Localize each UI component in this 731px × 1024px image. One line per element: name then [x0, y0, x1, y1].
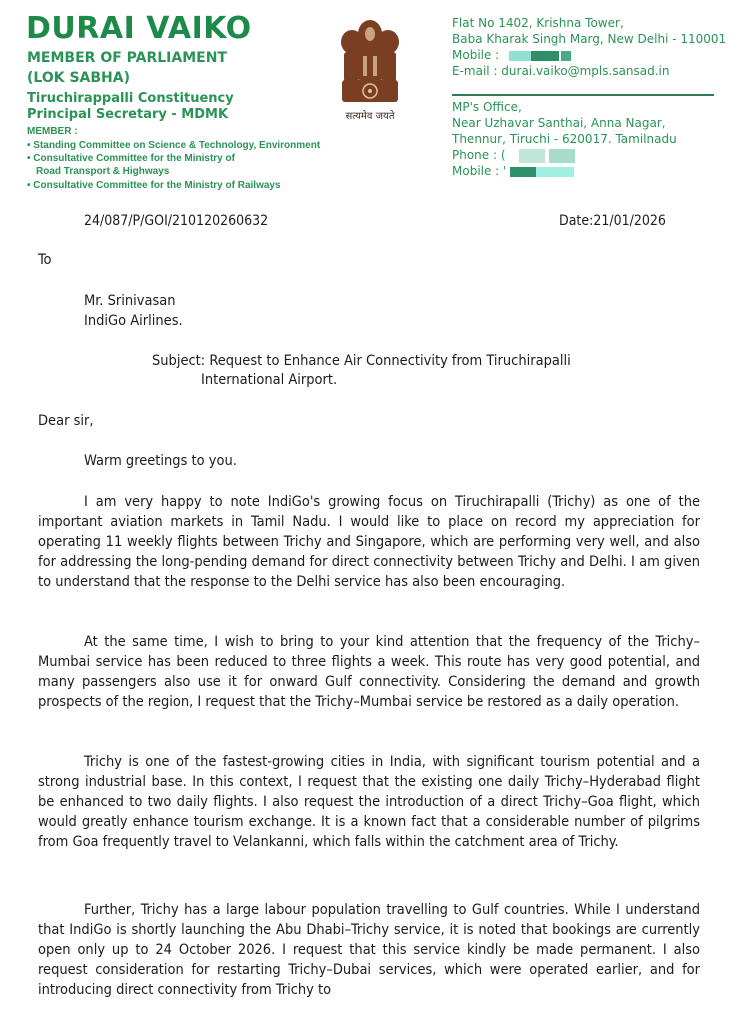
- body-paragraph-4: [38, 900, 700, 1000]
- redacted-number: [519, 149, 545, 163]
- reference-number: 24/087/P/GOI/210120260632: [84, 213, 269, 229]
- redacted-number: [509, 51, 531, 61]
- office-line1: MP's Office,: [452, 100, 522, 114]
- committee-item: • Consultative Committee for the Ministry of Railways: [27, 180, 281, 191]
- delhi-address-line1: Flat No 1402, Krishna Tower,: [452, 16, 624, 30]
- recipient-name: Mr. Srinivasan: [84, 293, 176, 309]
- office-line2: Near Uzhavar Santhai, Anna Nagar,: [452, 116, 666, 130]
- committee-item-cont: Road Transport & Highways: [36, 166, 170, 177]
- committee-item: • Consultative Committee for the Ministry of: [27, 153, 235, 164]
- delhi-email[interactable]: E-mail : durai.vaiko@mpls.sansad.in: [452, 64, 670, 78]
- subject-line-cont: International Airport.: [201, 372, 338, 388]
- office-phone: [452, 147, 575, 164]
- mp-title: MEMBER OF PARLIAMENT: [27, 50, 227, 66]
- redacted-number: [549, 149, 575, 163]
- redacted-number: [536, 167, 574, 177]
- header-divider: [452, 94, 714, 96]
- committee-item: • Standing Committee on Science & Technology, Environment: [27, 140, 321, 151]
- mp-name: DURAI VAIKO: [26, 11, 252, 46]
- office-line3: Thennur, Tiruchi - 620017. Tamilnadu: [452, 132, 677, 146]
- to-label: To: [38, 252, 52, 268]
- redacted-number: [531, 51, 559, 61]
- office-mobile: [452, 163, 574, 180]
- mp-house: (LOK SABHA): [27, 70, 130, 86]
- letter-date: Date:21/01/2026: [559, 213, 666, 229]
- constituency: Tiruchirappalli Constituency: [27, 91, 234, 106]
- paragraph-text: Trichy is one of the fastest-growing cities in India, with significant tourism potential and a strong industrial base. In this context, I request that the existing one daily Trichy–Hyderabad flight be enhanced to two daily flights. I also request the introduction of a direct Trichy–Goa flight, which would greatly enhance tourism exchange. It is a known fact that a considerable number of pilgrims from Goa frequently travel to Velankanni, which falls within the catchment area of Trichy.: [38, 754, 700, 850]
- paragraph-text: Further, Trichy has a large labour population travelling to Gulf countries. While I understand that IndiGo is shortly launching the Abu Dhabi–Trichy service, it is noted that bookings are currently open only up to 24 October 2026. I request that this service kindly be made permanent. I also request consideration for restarting Trichy–Dubai services, which were operated earlier, and for introducing direct connectivity from Trichy to: [38, 902, 700, 998]
- greeting: Warm greetings to you.: [84, 453, 237, 469]
- delhi-address-line2: Baba Kharak Singh Marg, New Delhi - 110001: [452, 32, 727, 46]
- delhi-mobile: [452, 47, 571, 64]
- salutation: Dear sir,: [38, 413, 94, 429]
- body-paragraph-1: [38, 492, 700, 592]
- redacted-number: [510, 167, 536, 177]
- subject-line: Subject: Request to Enhance Air Connectivity from Tiruchirapalli: [152, 353, 571, 369]
- motto: सत्यमेव जयते: [345, 111, 395, 122]
- body-paragraph-3: [38, 752, 700, 852]
- phone-label: Phone : (: [452, 148, 506, 162]
- paragraph-text: At the same time, I wish to bring to your kind attention that the frequency of the Trichy–Mumbai service has been reduced to three flights a week. This route has very good potential, and many passengers also use it for onward Gulf connectivity. Considering the demand and growth prospects of the region, I request that the Trichy–Mumbai service be restored as a daily operation.: [38, 634, 700, 710]
- member-heading: MEMBER :: [27, 126, 78, 137]
- mobile-label: Mobile :: [452, 48, 500, 62]
- body-paragraph-2: [38, 632, 700, 712]
- national-emblem-icon: [334, 12, 406, 108]
- party-role: Principal Secretary - MDMK: [27, 107, 229, 122]
- mobile-label: Mobile : ': [452, 164, 507, 178]
- recipient-org: IndiGo Airlines.: [84, 313, 183, 329]
- redacted-number: [561, 51, 571, 61]
- paragraph-text: I am very happy to note IndiGo's growing focus on Tiruchirapalli (Trichy) as one of the important aviation markets in Tamil Nadu. I would like to place on record my appreciation for operating 11 weekly flights between Trichy and Singapore, which are performing very well, and also for addressing the long-pending demand for direct connectivity between Trichy and Delhi. I am given to understand that the response to the Delhi service has also been encouraging.: [38, 494, 700, 590]
